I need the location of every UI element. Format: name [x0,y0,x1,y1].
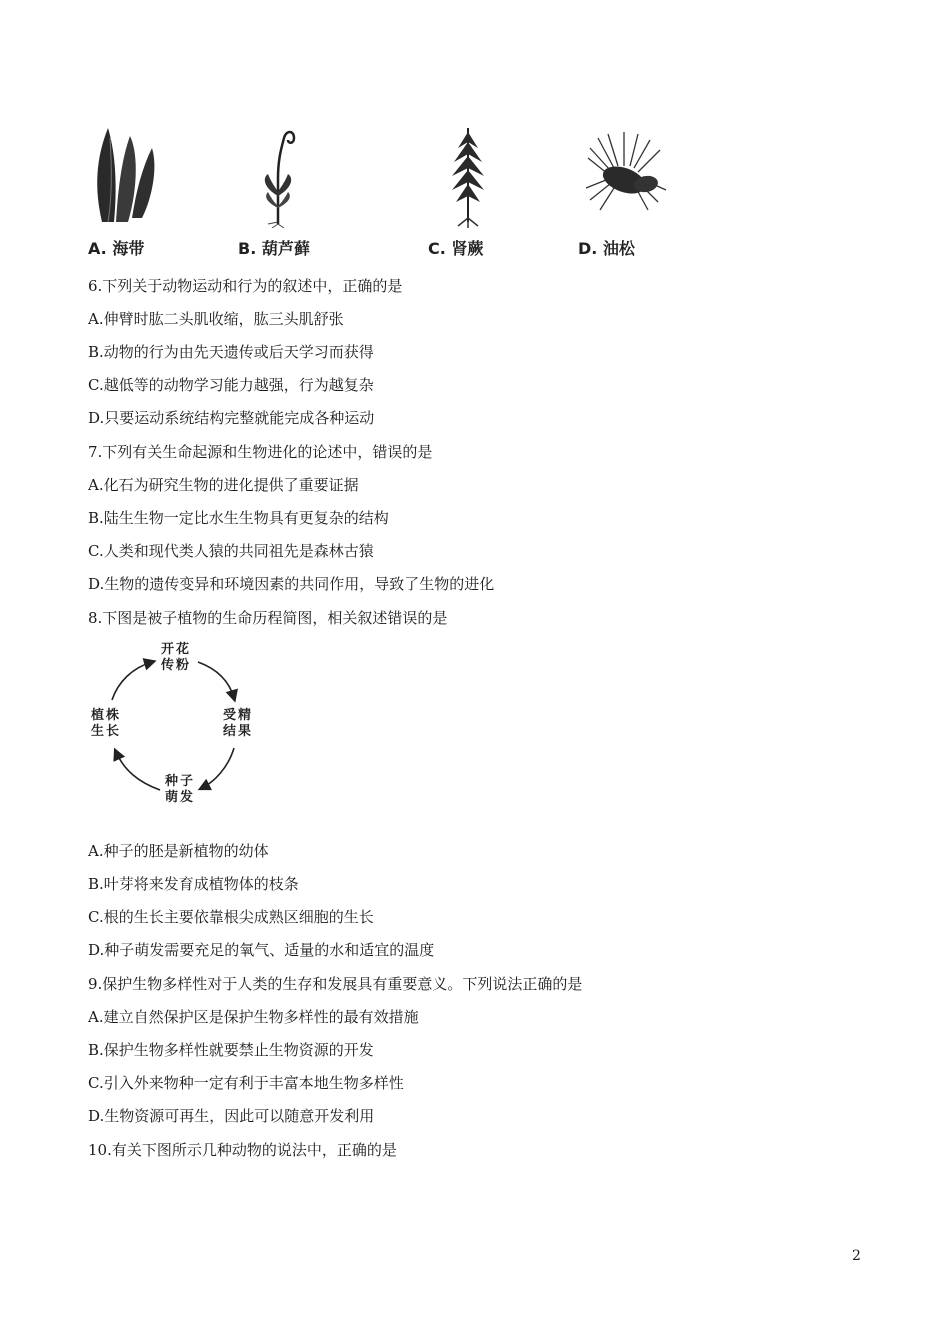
cycle-label-bottom: 种子 萌发 [164,774,195,805]
kelp-icon [88,118,168,228]
question-6-option-a: A.伸臂时肱二头肌收缩，肱三头肌舒张 [88,310,344,328]
life-cycle-diagram [80,640,270,815]
cycle-label-right: 受精 结果 [222,708,253,739]
pine-icon [578,118,678,228]
question-8-option-c: C.根的生长主要依靠根尖成熟区细胞的生长 [88,908,374,926]
plant-figure [88,118,688,268]
question-7-option-a: A.化石为研究生物的进化提供了重要证据 [88,476,359,494]
question-6-option-d: D.只要运动系统结构完整就能完成各种运动 [88,409,375,427]
question-7-stem: 7.下列有关生命起源和生物进化的论述中，错误的是 [88,443,433,461]
plant-option-d [578,118,708,268]
fern-icon [428,118,508,228]
question-8-option-d: D.种子萌发需要充足的氧气、适量的水和适宜的温度 [88,941,435,959]
question-7-option-b: B.陆生生物一定比水生生物具有更复杂的结构 [88,509,389,527]
plant-option-c [428,118,558,268]
question-6-option-c: C.越低等的动物学习能力越强，行为越复杂 [88,376,374,394]
plant-label-c: C. 肾蕨 [428,239,484,258]
plant-label-a: A. 海带 [88,239,145,258]
question-8-option-a: A.种子的胚是新植物的幼体 [88,842,269,860]
cycle-label-left: 植株 生长 [90,708,121,739]
question-9-option-a: A.建立自然保护区是保护生物多样性的最有效措施 [88,1008,419,1026]
plant-option-a [88,118,218,268]
question-6-stem: 6.下列关于动物运动和行为的叙述中，正确的是 [88,277,403,295]
cycle-label-top: 开花 传粉 [160,642,191,673]
question-9-option-b: B.保护生物多样性就要禁止生物资源的开发 [88,1041,374,1059]
question-9-option-c: C.引入外来物种一定有利于丰富本地生物多样性 [88,1074,404,1092]
question-8-option-b: B.叶芽将来发育成植物体的枝条 [88,875,299,893]
question-7-option-c: C.人类和现代类人猿的共同祖先是森林古猿 [88,542,374,560]
question-6-option-b: B.动物的行为由先天遗传或后天学习而获得 [88,343,374,361]
plant-label-b: B. 葫芦藓 [238,239,310,258]
plant-option-b [238,118,368,268]
question-9-option-d: D.生物资源可再生，因此可以随意开发利用 [88,1107,375,1125]
question-10-stem: 10.有关下图所示几种动物的说法中，正确的是 [88,1141,397,1159]
question-7-option-d: D.生物的遗传变异和环境因素的共同作用，导致了生物的进化 [88,575,495,593]
question-8-stem: 8.下图是被子植物的生命历程简图，相关叙述错误的是 [88,609,448,627]
page-number: 2 [852,1248,861,1264]
moss-icon [238,118,318,228]
plant-label-d: D. 油松 [578,239,635,258]
question-9-stem: 9.保护生物多样性对于人类的生存和发展具有重要意义。下列说法正确的是 [88,975,583,993]
